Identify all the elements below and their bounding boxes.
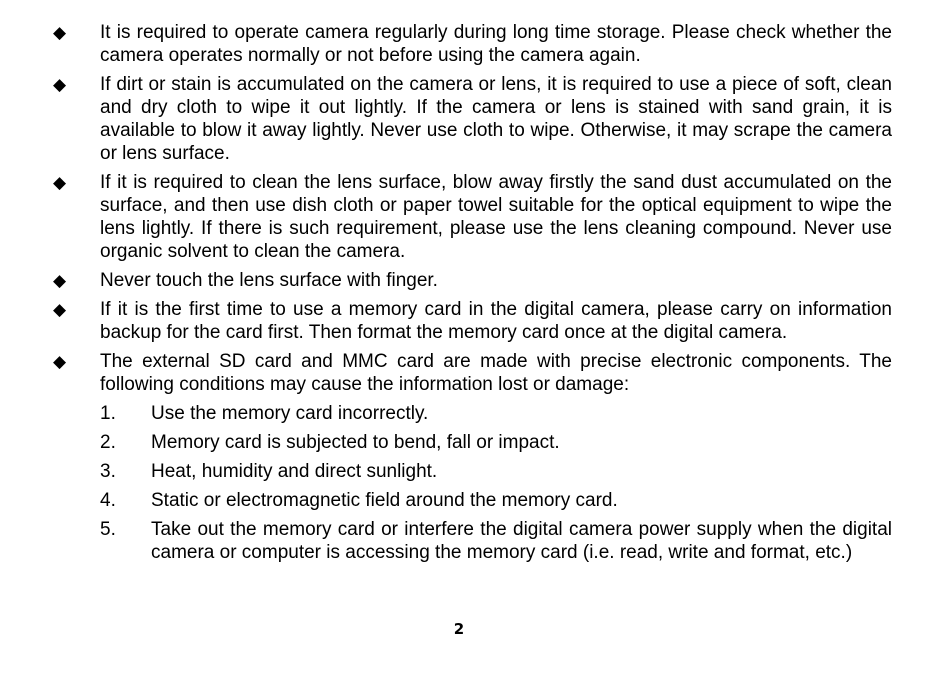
diamond-bullet-icon: ◆ <box>53 75 67 94</box>
list-item-text: If dirt or stain is accumulated on the camera or lens, it is required to use a piece of soft, clean and dry cloth to wipe it out lightly. If the camera or lens is stained with sand grain, it is available to blow it away lightly. Never use cloth to wipe. Otherwise, it may scrape the camera or lens surface. <box>100 74 892 164</box>
numbered-item-text: Take out the memory card or interfere the digital camera power supply when the digital camera or computer is accessing the memory card (i.e. read, write and format, etc.) <box>151 519 892 563</box>
list-item-text: If it is required to clean the lens surface, blow away firstly the sand dust accumulated on the surface, and then use dish cloth or paper towel suitable for the optical equipment to wipe the lens lightly. If there is such requirement, please use the lens cleaning compound. Never use organic solvent to clean the camera. <box>100 172 892 262</box>
numbered-item <box>0 431 950 454</box>
item-number: 2. <box>100 432 116 453</box>
numbered-item-text: Static or electromagnetic field around the memory card. <box>151 490 618 511</box>
item-number: 1. <box>100 403 116 424</box>
numbered-item <box>0 518 950 564</box>
numbered-item <box>0 460 950 483</box>
list-item-text: The external SD card and MMC card are made with precise electronic components. The following conditions may cause the information lost or damage: <box>100 351 892 395</box>
list-item <box>0 21 950 67</box>
diamond-bullet-icon: ◆ <box>53 300 67 319</box>
damage-conditions-list <box>0 402 950 564</box>
list-item <box>0 73 950 165</box>
list-item <box>0 350 950 564</box>
numbered-item <box>0 489 950 512</box>
numbered-item-text: Use the memory card incorrectly. <box>151 403 429 424</box>
list-item <box>0 298 950 344</box>
care-instructions-list <box>0 21 950 570</box>
page-number: 2 <box>453 620 465 638</box>
item-number: 4. <box>100 490 116 511</box>
diamond-bullet-icon: ◆ <box>53 352 67 371</box>
numbered-item <box>0 402 950 425</box>
list-item <box>0 269 950 292</box>
list-item-text: Never touch the lens surface with finger. <box>100 270 438 291</box>
diamond-bullet-icon: ◆ <box>53 271 67 290</box>
list-item-text: It is required to operate camera regularly during long time storage. Please check whether the camera operates normally or not before using the camera again. <box>100 22 892 66</box>
numbered-item-text: Memory card is subjected to bend, fall or impact. <box>151 432 560 453</box>
list-item <box>0 171 950 263</box>
item-number: 3. <box>100 461 116 482</box>
numbered-item-text: Heat, humidity and direct sunlight. <box>151 461 438 482</box>
item-number: 5. <box>100 519 116 540</box>
diamond-bullet-icon: ◆ <box>53 173 67 192</box>
diamond-bullet-icon: ◆ <box>53 23 67 42</box>
list-item-text: If it is the first time to use a memory card in the digital camera, please carry on information backup for the card first. Then format the memory card once at the digital camera. <box>100 299 892 343</box>
